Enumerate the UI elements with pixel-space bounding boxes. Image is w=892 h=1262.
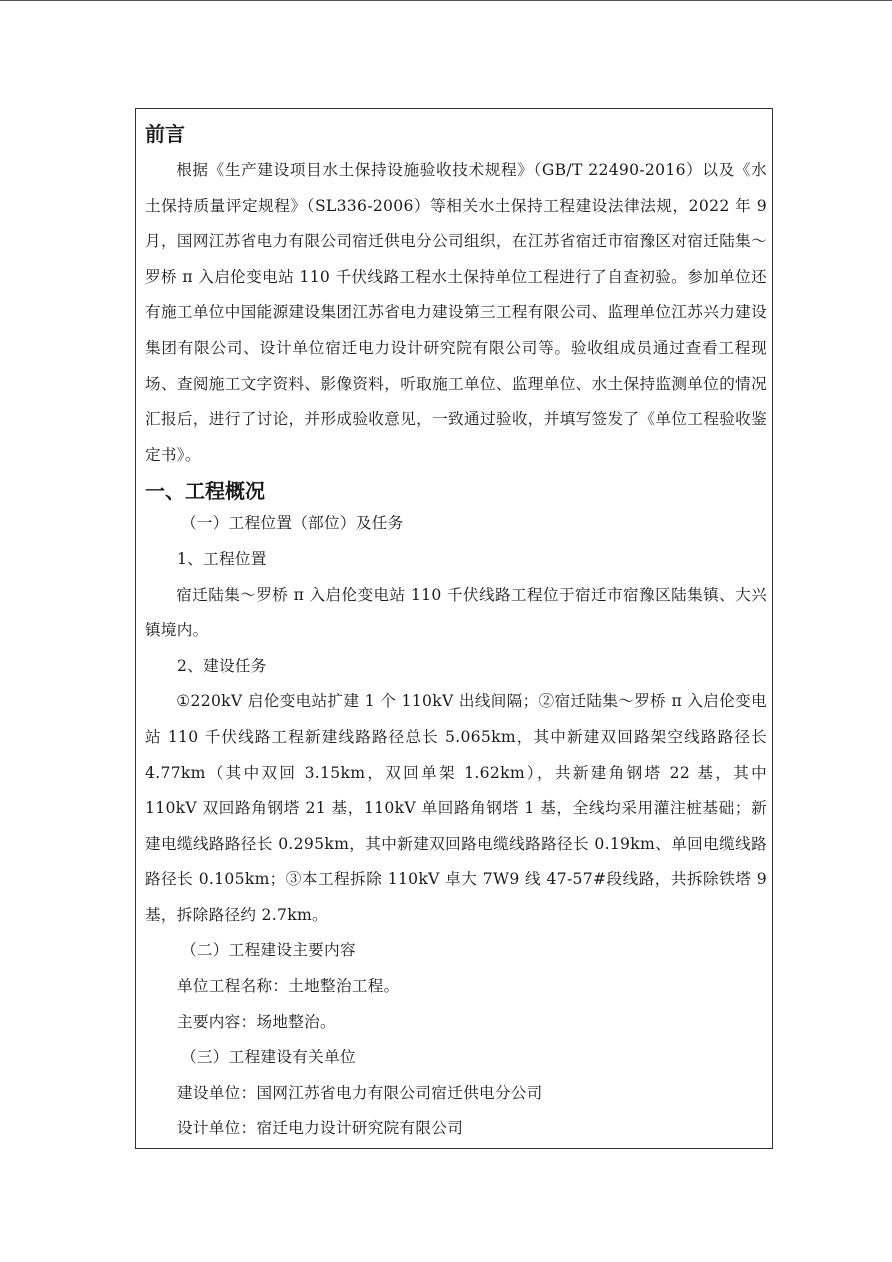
foreword-heading: 前言 [145,122,185,146]
main-content: 主要内容：场地整治。 [177,1012,336,1031]
document-frame [135,108,773,1149]
document-content [145,121,767,1147]
page-top-rule [0,0,892,1]
overview-heading: 一、工程概况 [145,479,265,504]
section-content-title: （二）工程建设主要内容 [181,941,356,960]
item-location-title: 1、工程位置 [177,549,267,568]
foreword-paragraph: 根据《生产建设项目水土保持设施验收技术规程》（GB/T 22490-2016）以及《水土保持质量评定规程》（SL336-2006）等相关水土保持工程建设法律法规，2022 年 9 月，国网江苏省电力有限公司宿迁供电分公司组织，在江苏省宿迁市宿豫区对宿迁陆集～罗桥 π 入启伦变电站 110 千伏线路工程水土保持单位工程进行了自查初验。参加单位还有施工单位中国能源建设集团江苏省电力建设第三工程有限公司、监理单位江苏兴力建设集团有限公司、设计单位宿迁电力设计研究院有限公司等。验收组成员通过查看工程现场、查阅施工文字资料、影像资料，听取施工单位、监理单位、水土保持监测单位的情况汇报后，进行了讨论，并形成验收意见，一致通过验收，并填写签发了《单位工程验收鉴定书》。 [145,161,767,464]
section-location-title: （一）工程位置（部位）及任务 [181,514,404,533]
item-location-text: 宿迁陆集～罗桥 π 入启伦变电站 110 千伏线路工程位于宿迁市宿豫区陆集镇、大兴镇境内。 [145,585,767,640]
design-unit: 设计单位：宿迁电力设计研究院有限公司 [177,1119,464,1138]
unit-project-name: 单位工程名称：土地整治工程。 [177,977,400,996]
section-units-title: （三）工程建设有关单位 [181,1048,356,1067]
item-tasks-text: ①220kV 启伦变电站扩建 1 个 110kV 出线间隔；②宿迁陆集～罗桥 π 入启伦变电站 110 千伏线路工程新建线路路径总长 5.065km，其中新建双回路架空线路路径长 4.77km（其中双回 3.15km，双回单架 1.62km），共新建角钢塔 22 基，其中 110kV 双回路角钢塔 21 基，110kV 单回路角钢塔 1 基，全线均采用灌注桩基础；新建电缆线路路径长 0.295km，其中新建双回路电缆线路路径长 0.19km、单回电缆线路路径长 0.105km；③本工程拆除 110kV 卓大 7W9 线 47-57#段线路，共拆除铁塔 9 基，拆除路径约 2.7km。 [145,692,767,924]
item-tasks-title: 2、建设任务 [177,656,267,675]
construction-unit: 建设单位：国网江苏省电力有限公司宿迁供电分公司 [177,1083,543,1102]
